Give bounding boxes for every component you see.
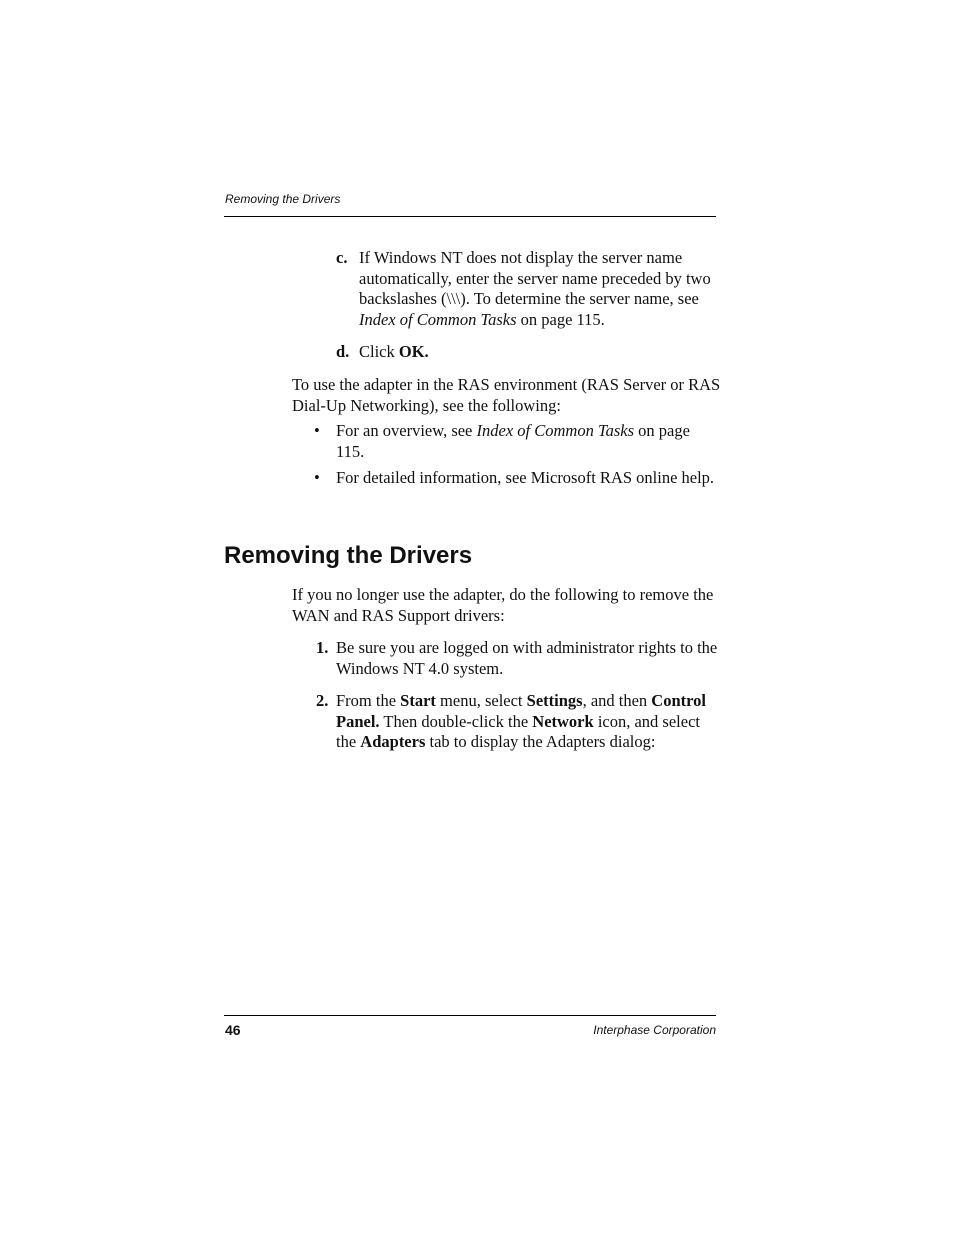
step-2-start: Start [400, 691, 436, 710]
substep-c-label: c. [336, 248, 348, 267]
step-2-text-part5: icon, and select the [336, 711, 700, 751]
step-1-number: 1. [316, 638, 329, 657]
bullet-1-reference: Index of Common Tasks [476, 421, 635, 440]
substep-d-label: d. [336, 342, 350, 361]
substep-d-text-part1: Click [359, 342, 399, 361]
step-2-text-part1: From the [336, 691, 401, 710]
step-2-text-part4: Then double-click the [379, 711, 533, 731]
substep-c-text-part2: on page 115. [516, 309, 605, 329]
bullet-1-text-part1: For an overview, see [336, 421, 477, 440]
step-2-control-panel: Control Panel. [336, 691, 706, 731]
step-2-text-part3: , and then [582, 691, 652, 710]
step-2-settings: Settings [526, 691, 583, 710]
header-rule [224, 216, 716, 217]
step-2-text-part6: tab to display the Adapters dialog: [425, 732, 656, 751]
step-1-text: Be sure you are logged on with administrator rights to the Windows NT 4.0 system. [336, 638, 718, 678]
bullet-1-text-part2: on page 115. [336, 421, 690, 461]
step-2-number: 2. [316, 691, 329, 710]
substep-c-reference: Index of Common Tasks [359, 309, 517, 329]
footer-rule [224, 1015, 716, 1016]
bullet-1-symbol: • [314, 421, 320, 440]
section-heading: Removing the Drivers [224, 542, 473, 569]
substep-d-text [359, 342, 719, 363]
substep-c-text [359, 248, 719, 330]
step-2-adapters: Adapters [360, 732, 426, 751]
page-number: 46 [225, 1022, 241, 1038]
footer-company-name: Interphase Corporation [593, 1023, 716, 1037]
bullet-2-symbol: • [314, 468, 320, 487]
substep-d-ok: OK. [398, 342, 429, 361]
step-2-network: Network [532, 711, 594, 731]
bullet-2-text: For detailed information, see Microsoft RAS online help. [336, 468, 715, 487]
bullet-1-text [336, 421, 721, 462]
step-2-text-part2: menu, select [435, 691, 527, 710]
running-header: Removing the Drivers [225, 192, 341, 206]
substep-c-text-part1: If Windows NT does not display the server name automatically, enter the server name preceded by two backslashes (\\\). To determine the server name, see [359, 248, 711, 308]
ras-intro-paragraph: To use the adapter in the RAS environment (RAS Server or RAS Dial-Up Networking), see the following: [292, 375, 721, 415]
remove-intro-paragraph: If you no longer use the adapter, do the following to remove the WAN and RAS Support drivers: [292, 585, 714, 625]
step-2-text [336, 691, 721, 753]
